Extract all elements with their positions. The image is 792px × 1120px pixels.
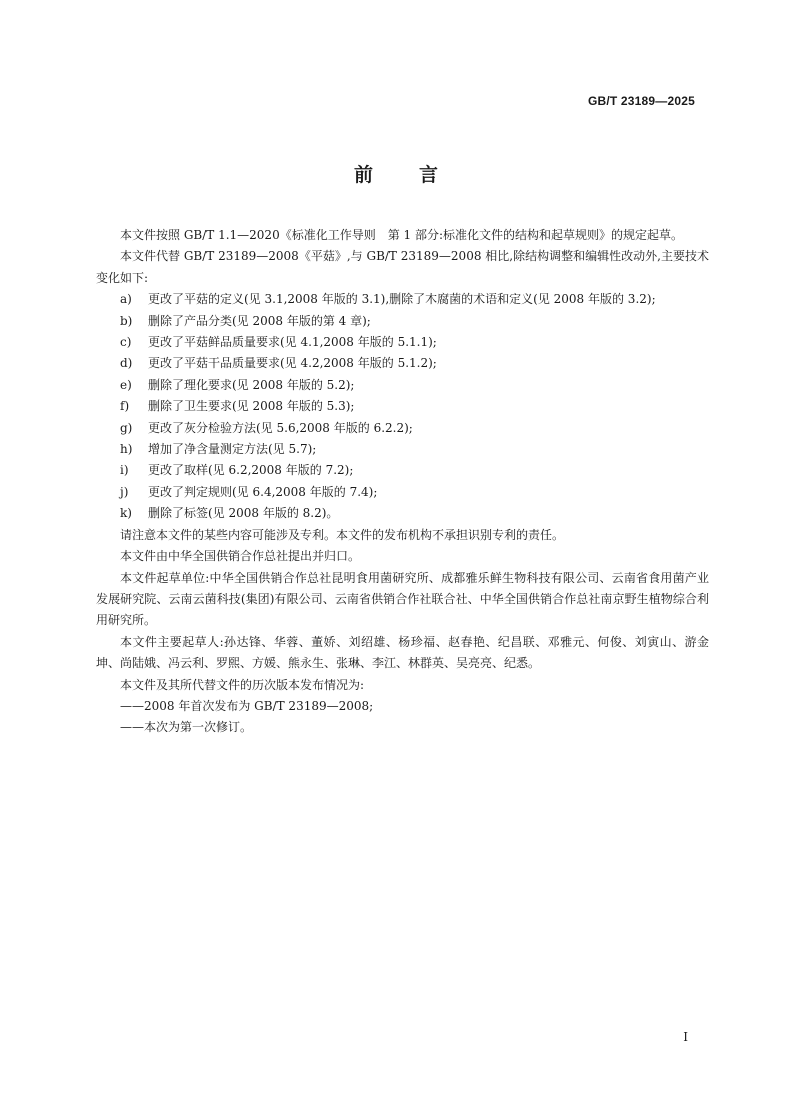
document-code: GB/T 23189—2025	[587, 94, 695, 108]
page-title-char-1: 前	[353, 164, 373, 186]
list-item-text: 更改了取样(见 6.2,2008 年版的 7.2);	[148, 463, 354, 478]
list-item-text: 删除了卫生要求(见 2008 年版的 5.3);	[148, 399, 355, 414]
list-item-text: 更改了平菇干品质量要求(见 4.2,2008 年版的 5.1.2);	[148, 356, 437, 371]
paragraph-proposer: 本文件由中华全国供销合作总社提出并归口。	[120, 549, 361, 564]
list-marker: h)	[120, 442, 133, 457]
list-item	[96, 311, 709, 332]
list-marker: b)	[120, 313, 133, 328]
history-item: ——本次为第一次修订。	[120, 720, 253, 735]
list-item-text: 更改了平菇的定义(见 3.1,2008 年版的 3.1),删除了木腐菌的术语和定义(见 2008 年版的 3.2);	[148, 292, 656, 307]
list-marker: g)	[120, 420, 133, 435]
list-item-text: 增加了净含量测定方法(见 5.7);	[148, 442, 317, 457]
list-marker: e)	[120, 377, 132, 392]
list-marker: i)	[120, 463, 129, 478]
list-item-text: 更改了判定规则(见 6.4,2008 年版的 7.4);	[148, 484, 378, 499]
history-list	[96, 696, 709, 739]
list-item-text: 删除了理化要求(见 2008 年版的 5.2);	[148, 377, 355, 392]
paragraph-replacement: 本文件代替 GB/T 23189—2008《平菇》,与 GB/T 23189—2008 相比,除结构调整和编辑性改动外,主要技术变化如下:	[96, 249, 709, 285]
foreword-body	[96, 225, 709, 739]
paragraph-drafting-units: 本文件起草单位:中华全国供销合作总社昆明食用菌研究所、成都雅乐鲜生物科技有限公司、云南省食用菌产业发展研究院、云南云菌科技(集团)有限公司、云南省供销合作社联合社、中华全国供销合作总社南京野生植物综合利用研究所。	[96, 570, 709, 628]
list-item	[96, 332, 709, 353]
paragraph-drafters: 本文件主要起草人:孙达锋、华蓉、董娇、刘绍雄、杨珍福、赵春艳、纪昌联、邓雅元、何俊、刘寅山、游金坤、尚陆娥、冯云利、罗熙、方媛、熊永生、张琳、李江、林群英、吴亮亮、纪悉。	[96, 634, 709, 671]
list-item-text: 更改了平菇鲜品质量要求(见 4.1,2008 年版的 5.1.1);	[148, 335, 437, 350]
list-marker: a)	[120, 292, 132, 307]
list-marker: c)	[120, 335, 132, 350]
list-item	[96, 503, 709, 524]
list-item	[96, 482, 709, 503]
list-marker: f)	[120, 399, 130, 414]
list-item-text: 删除了标签(见 2008 年版的 8.2)。	[148, 506, 339, 521]
list-item	[96, 418, 709, 439]
list-item-text: 更改了灰分检验方法(见 5.6,2008 年版的 6.2.2);	[148, 420, 413, 435]
paragraph-patent-notice: 请注意本文件的某些内容可能涉及专利。本文件的发布机构不承担识别专利的责任。	[120, 527, 565, 542]
list-marker: d)	[120, 356, 133, 371]
list-item	[96, 439, 709, 460]
list-item	[96, 396, 709, 417]
history-item: ——2008 年首次发布为 GB/T 23189—2008;	[120, 698, 374, 713]
changes-list	[96, 289, 709, 524]
list-item	[96, 460, 709, 481]
page-title-char-2: 言	[419, 164, 439, 186]
list-item	[96, 375, 709, 396]
page-number: I	[683, 1030, 688, 1044]
paragraph-drafting-rules: 本文件按照 GB/T 1.1—2020《标准化工作导则 第 1 部分:标准化文件的结构和起草规则》的规定起草。	[120, 228, 684, 242]
list-item-text: 删除了产品分类(见 2008 年版的第 4 章);	[148, 313, 371, 328]
paragraph-history-intro: 本文件及其所代替文件的历次版本发布情况为:	[120, 677, 365, 692]
page-title	[0, 160, 792, 187]
list-marker: j)	[120, 484, 129, 499]
list-item	[96, 353, 709, 374]
list-item	[96, 289, 709, 310]
list-marker: k)	[120, 506, 132, 521]
